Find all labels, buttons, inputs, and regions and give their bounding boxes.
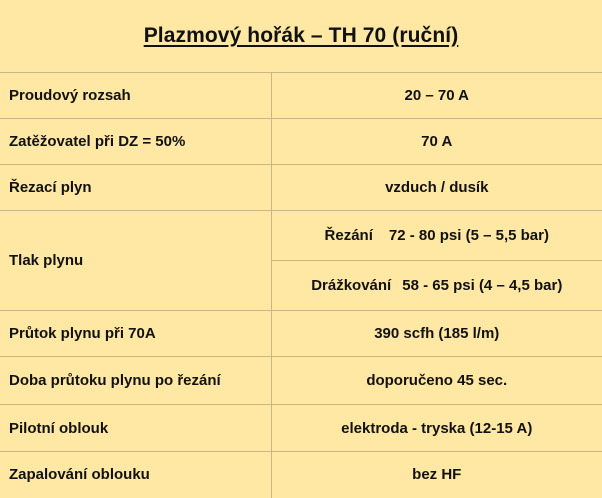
row-value: doporučeno 45 sec. bbox=[271, 357, 602, 405]
pressure-range: 72 - 80 psi (5 – 5,5 bar) bbox=[388, 227, 549, 244]
row-label: Průtok plynu při 70A bbox=[0, 311, 271, 357]
row-label: Zapalování oblouku bbox=[0, 452, 271, 498]
pressure-mode: Drážkování bbox=[311, 277, 392, 294]
row-label: Tlak plynu bbox=[0, 211, 271, 311]
pressure-range: 58 - 65 psi (4 – 4,5 bar) bbox=[402, 277, 563, 294]
table-row bbox=[0, 165, 602, 211]
page-title: Plazmový hořák – TH 70 (ruční) bbox=[143, 24, 459, 47]
table-row bbox=[0, 211, 602, 261]
row-label: Proudový rozsah bbox=[0, 73, 271, 119]
spec-table bbox=[0, 72, 602, 498]
table-row bbox=[0, 73, 602, 119]
row-value: vzduch / dusík bbox=[271, 165, 602, 211]
row-value: bez HF bbox=[271, 452, 602, 498]
row-value: elektroda - tryska (12-15 A) bbox=[271, 405, 602, 452]
table-row bbox=[0, 119, 602, 165]
table-row bbox=[0, 452, 602, 498]
pressure-gouging bbox=[271, 261, 602, 311]
table-row bbox=[0, 311, 602, 357]
table-row bbox=[0, 405, 602, 452]
row-label: Pilotní oblouk bbox=[0, 405, 271, 452]
row-value: 390 scfh (185 l/m) bbox=[271, 311, 602, 357]
table-row bbox=[0, 357, 602, 405]
row-label: Zatěžovatel při DZ = 50% bbox=[0, 119, 271, 165]
row-label: Řezací plyn bbox=[0, 165, 271, 211]
row-label: Doba průtoku plynu po řezání bbox=[0, 357, 271, 405]
title-row bbox=[0, 0, 602, 72]
pressure-mode: Řezání bbox=[324, 227, 373, 244]
row-value: 70 A bbox=[271, 119, 602, 165]
row-value: 20 – 70 A bbox=[271, 73, 602, 119]
pressure-cutting bbox=[271, 211, 602, 261]
